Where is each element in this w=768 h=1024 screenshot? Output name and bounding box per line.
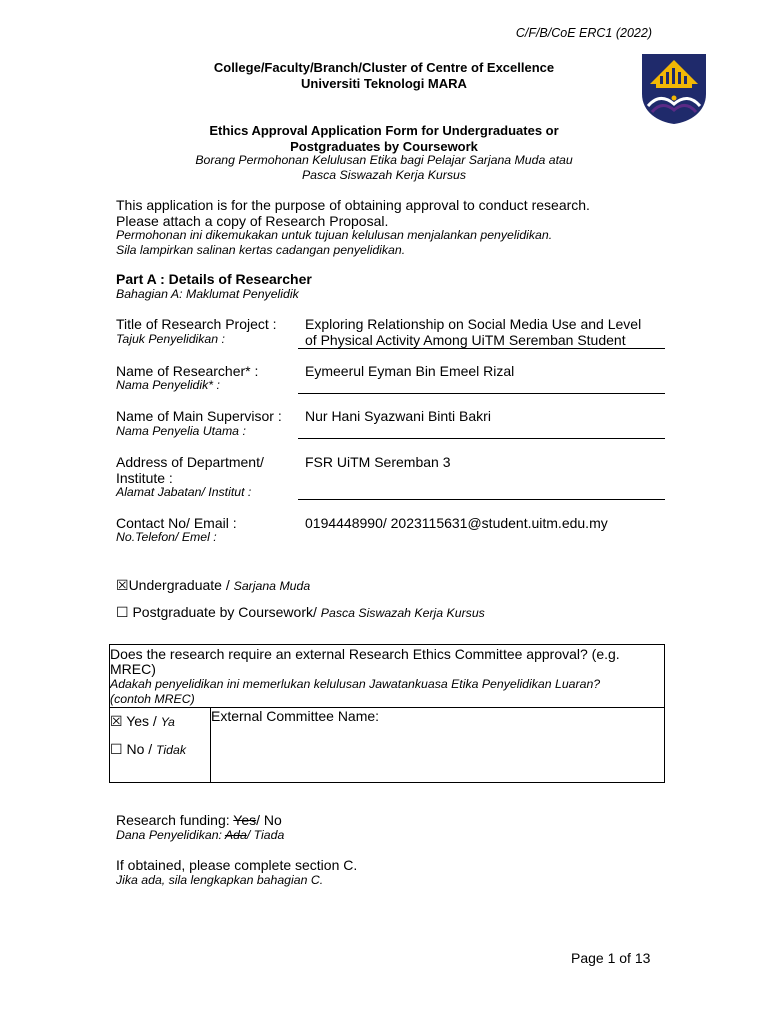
funding-rest-malay: / Tiada: [246, 828, 285, 842]
intro-malay-line-2: Sila lampirkan salinan kertas cadangan penyelidikan.: [116, 243, 406, 257]
question-line-2: MREC): [110, 661, 156, 677]
page-number: Page 1 of 13: [571, 950, 651, 966]
yes-label: Yes /: [122, 713, 161, 729]
supervisor-value[interactable]: Nur Hani Syazwani Binti Bakri: [305, 408, 491, 424]
department-label-malay: Alamat Jabatan/ Institut :: [116, 485, 252, 499]
form-title: [0, 123, 768, 155]
section-c-note-malay: Jika ada, sila lengkapkan bahagian C.: [116, 873, 324, 887]
contact-label: Contact No/ Email :: [116, 515, 237, 531]
institution-line-2: Universiti Teknologi MARA: [301, 76, 467, 91]
funding-label-malay: Dana Penyelidikan:: [116, 828, 225, 842]
postgraduate-label-malay: Pasca Siswazah Kerja Kursus: [320, 606, 485, 620]
external-committee-question: [110, 645, 665, 708]
committee-name-label: External Committee Name:: [211, 708, 380, 724]
question-line-1: Does the research require an external Research Ethics Committee approval? (e.g.: [110, 646, 620, 662]
funding-ada-struck: Ada: [224, 828, 247, 842]
funding-rest: / No: [256, 812, 282, 828]
institution-line-1: College/Faculty/Branch/Cluster of Centre of Excellence: [213, 60, 555, 75]
intro-line-2: Please attach a copy of Research Proposal.: [116, 213, 389, 229]
no-checkbox[interactable]: ☐: [110, 741, 123, 757]
department-value[interactable]: FSR UiTM Seremban 3: [305, 454, 451, 470]
no-label: No /: [122, 741, 157, 757]
question-malay-line-2: (contoh MREC): [110, 692, 195, 706]
postgraduate-checkbox[interactable]: ☐: [116, 604, 129, 620]
undergraduate-option[interactable]: [116, 577, 310, 594]
department-label-line-1: Address of Department/: [116, 454, 264, 470]
part-a-heading: Part A : Details of Researcher: [116, 271, 312, 287]
title-project-value-line-2: of Physical Activity Among UiTM Seremban Student: [305, 332, 626, 348]
yes-label-malay: Ya: [160, 715, 175, 729]
researcher-value[interactable]: Eymeerul Eyman Bin Emeel Rizal: [305, 363, 515, 379]
department-label-line-2: Institute :: [116, 470, 173, 486]
yes-option[interactable]: [110, 708, 210, 736]
researcher-underline: [298, 393, 665, 394]
intro-text: [116, 197, 590, 229]
title-project-underline: [298, 348, 665, 349]
intro-text-malay: [116, 228, 552, 258]
form-title-malay-line-2: Pasca Siswazah Kerja Kursus: [301, 168, 467, 182]
form-title-malay: [0, 153, 768, 183]
funding-line-malay: [116, 828, 284, 842]
section-c-note: If obtained, please complete section C.: [116, 857, 358, 873]
researcher-label-malay: Nama Penyelidik* :: [116, 378, 220, 392]
no-option[interactable]: [110, 736, 210, 764]
supervisor-underline: [298, 438, 665, 439]
supervisor-label: Name of Main Supervisor :: [116, 408, 282, 424]
question-malay-line-1: Adakah penyelidikan ini memerlukan kelulusan Jawatankuasa Etika Penyelidikan Luaran?: [110, 677, 601, 691]
funding-yes-struck: Yes: [233, 812, 257, 828]
contact-value[interactable]: 0194448990/ 2023115631@student.uitm.edu.my: [305, 515, 608, 531]
supervisor-label-malay: Nama Penyelia Utama :: [116, 424, 246, 438]
postgraduate-label: Postgraduate by Coursework/: [128, 604, 321, 620]
contact-label-malay: No.Telefon/ Emel :: [116, 530, 217, 544]
postgraduate-option[interactable]: [116, 604, 485, 621]
approval-options-cell: [110, 708, 211, 783]
title-project-label: Title of Research Project :: [116, 316, 277, 332]
form-title-malay-line-1: Borang Permohonan Kelulusan Etika bagi Pelajar Sarjana Muda atau: [195, 153, 573, 167]
form-title-line-1: Ethics Approval Application Form for Undergraduates or: [209, 123, 559, 138]
yes-checkbox[interactable]: ☒: [110, 713, 123, 729]
committee-name-cell[interactable]: [211, 708, 665, 783]
form-title-line-2: Postgraduates by Coursework: [290, 139, 478, 154]
no-label-malay: Tidak: [156, 743, 186, 757]
title-project-value[interactable]: [305, 316, 641, 348]
department-underline: [298, 499, 665, 500]
researcher-label: Name of Researcher* :: [116, 363, 259, 379]
intro-line-1: This application is for the purpose of obtaining approval to conduct research.: [116, 197, 590, 213]
funding-label: Research funding:: [116, 812, 234, 828]
document-code: C/F/B/CoE ERC1 (2022): [515, 26, 652, 40]
title-project-label-malay: Tajuk Penyelidikan :: [116, 332, 225, 346]
external-committee-table: [109, 644, 665, 783]
intro-malay-line-1: Permohonan ini dikemukakan untuk tujuan kelulusan menjalankan penyelidikan.: [116, 228, 553, 242]
undergraduate-label: Undergraduate /: [128, 577, 234, 593]
department-label: [116, 454, 264, 486]
title-project-value-line-1: Exploring Relationship on Social Media Use and Level: [305, 316, 642, 332]
undergraduate-label-malay: Sarjana Muda: [233, 579, 311, 593]
funding-line: [116, 812, 282, 828]
uitm-crest-icon: [640, 54, 708, 124]
part-a-heading-malay: Bahagian A: Maklumat Penyelidik: [116, 287, 299, 301]
undergraduate-checkbox[interactable]: ☒: [116, 577, 129, 593]
